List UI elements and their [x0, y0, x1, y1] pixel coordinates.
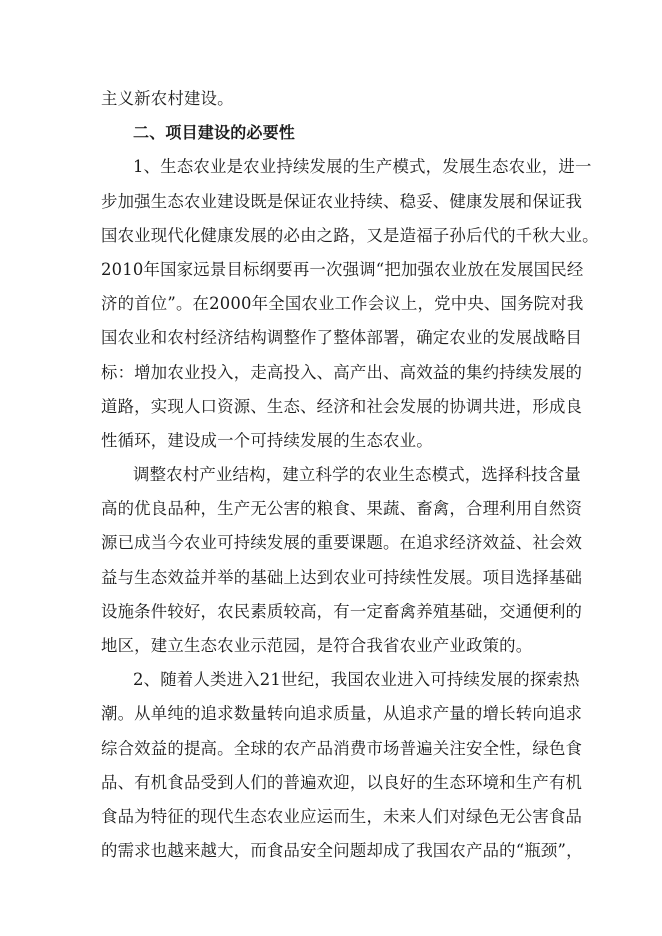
body-line: 的需求也越来越大，而食品安全问题却成了我国农产品的“瓶颈”， [101, 841, 583, 861]
body-line: 步加强生态农业建设既是保证农业持续、稳妥、健康发展和保证我 [101, 191, 583, 211]
body-line: 2010年国家远景目标纲要再一次强调“把加强农业放在发展国民经 [101, 259, 584, 279]
body-line: 国农业和农村经济结构调整作了整体部署，确定农业的发展战略目 [101, 328, 583, 348]
body-line: 道路，实现人口资源、生态、经济和社会发展的协调共进，形成良 [101, 396, 583, 416]
body-line: 食品为特征的现代生态农业应运而生，未来人们对绿色无公害食品 [101, 806, 583, 826]
section-heading: 二、项目建设的必要性 [133, 123, 296, 143]
body-line: 国农业现代化健康发展的必由之路，又是造福子孙后代的千秋大业。 [101, 225, 599, 245]
body-line: 标：增加农业投入，走高投入、高产出、高效益的集约持续发展的 [101, 362, 583, 382]
body-line: 2、随着人类进入21世纪，我国农业进入可持续发展的探索热 [133, 670, 580, 690]
body-line: 品、有机食品受到人们的普遍欢迎，以良好的生态环境和生产有机 [101, 772, 583, 792]
body-line: 设施条件较好，农民素质较高，有一定畜禽养殖基础，交通便利的 [101, 601, 583, 621]
body-line: 源已成当今农业可持续发展的重要课题。在追求经济效益、社会效 [101, 533, 583, 553]
body-line: 济的首位”。在2000年全国农业工作会议上，党中央、国务院对我 [101, 294, 584, 314]
body-line: 1、生态农业是农业持续发展的生产模式，发展生态农业，进一 [133, 157, 592, 177]
body-line: 高的优良品种，生产无公害的粮食、果蔬、畜禽，合理利用自然资 [101, 499, 583, 519]
body-line: 主义新农村建设。 [101, 89, 234, 108]
body-line: 性循环，建设成一个可持续发展的生态农业。 [101, 430, 433, 450]
body-line: 潮。从单纯的追求数量转向追求质量，从追求产量的增长转向追求 [101, 704, 583, 724]
body-line: 综合效益的提高。全球的农产品消费市场普遍关注安全性，绿色食 [101, 738, 583, 758]
body-line: 调整农村产业结构，建立科学的农业生态模式，选择科技含量 [133, 465, 581, 485]
body-line: 地区，建立生态农业示范园，是符合我省农业产业政策的。 [101, 636, 533, 655]
body-line: 益与生态效益并举的基础上达到农业可持续性发展。项目选择基础 [101, 567, 583, 587]
document-body [101, 82, 599, 868]
